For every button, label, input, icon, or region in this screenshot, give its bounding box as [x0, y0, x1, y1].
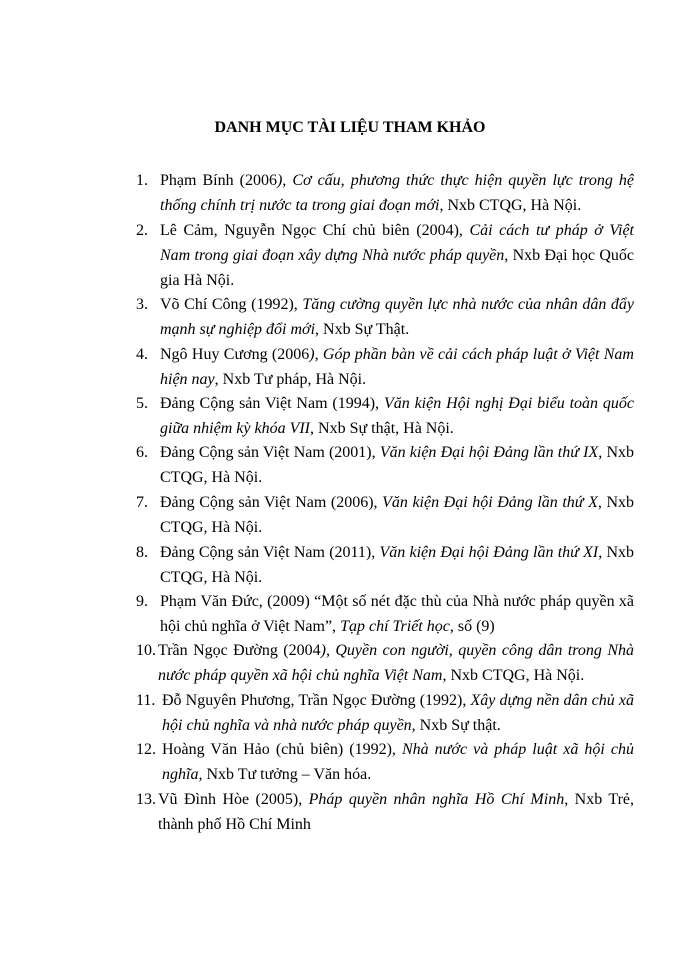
item-number: 2. [136, 222, 148, 239]
item-text: Võ Chí Công (1992), Tăng cường quyền lực nhà nước của nhân dân đẩy mạnh sự nghiệp đổi mới, Nxb Sự Thật. [160, 296, 635, 338]
item-number: 1. [136, 172, 148, 189]
item-text: Trần Ngọc Đường (2004), Quyền con người, quyền công dân trong Nhà nước pháp quyền xã hội chủ nghĩa Việt Nam, Nxb CTQG, Hà Nội. [158, 642, 635, 684]
item-number: 4. [136, 346, 148, 363]
item-number: 8. [136, 544, 148, 561]
item-text: Ngô Huy Cương (2006), Góp phần bàn về cải cách pháp luật ở Việt Nam hiện nay, Nxb Tư pháp, Hà Nội. [160, 346, 634, 388]
item-text: Vũ Đình Hòe (2005), Pháp quyền nhân nghĩa Hồ Chí Minh, Nxb Trẻ, thành phố Hồ Chí Minh [158, 791, 634, 833]
item-text: Phạm Bính (2006), Cơ cấu, phương thức thực hiện quyền lực trong hệ thống chính trị nước ta trong giai đoạn mới, Nxb CTQG, Hà Nội. [160, 172, 635, 214]
item-text: Đảng Cộng sản Việt Nam (2006), Văn kiện Đại hội Đảng lần thứ X, Nxb CTQG, Hà Nội. [160, 494, 634, 536]
item-number: 12. [136, 741, 156, 758]
item-text: Đảng Cộng sản Việt Nam (2001), Văn kiện Đại hội Đảng lần thứ IX, Nxb CTQG, Hà Nội. [160, 444, 635, 486]
item-number: 9. [136, 593, 148, 610]
page-title: DANH MỤC TÀI LIỆU THAM KHẢO [214, 119, 486, 136]
item-number: 10. [136, 642, 156, 659]
item-number: 5. [136, 395, 148, 412]
item-number: 13. [136, 791, 156, 808]
item-number: 11. [136, 692, 156, 709]
item-number: 7. [136, 494, 148, 511]
item-text: Phạm Văn Đức, (2009) “Một số nét đặc thù của Nhà nước pháp quyền xã hội chủ nghĩa ở Việt Nam”, Tạp chí Triết học, số (9) [160, 593, 634, 635]
item-number: 6. [136, 444, 148, 461]
item-text: Đảng Cộng sản Việt Nam (2011), Văn kiện Đại hội Đảng lần thứ XI, Nxb CTQG, Hà Nội. [160, 544, 634, 586]
item-text: Đảng Cộng sản Việt Nam (1994), Văn kiện Hội nghị Đại biểu toàn quốc giữa nhiệm kỳ khóa VII, Nxb Sự thật, Hà Nội. [160, 395, 634, 437]
item-text: Đỗ Nguyên Phương, Trần Ngọc Đường (1992), Xây dựng nền dân chủ xã hội chủ nghĩa và nhà nước pháp quyền, Nxb Sự thật. [162, 692, 634, 734]
item-number: 3. [136, 296, 148, 313]
item-text: Hoàng Văn Hảo (chủ biên) (1992), Nhà nước và pháp luật xã hội chủ nghĩa, Nxb Tư tưởng – Văn hóa. [162, 741, 634, 783]
item-text: Lê Cảm, Nguyễn Ngọc Chí chủ biên (2004), Cải cách tư pháp ở Việt Nam trong giai đoạn xây dựng Nhà nước pháp quyền, Nxb Đại học Quốc gia Hà Nội. [160, 222, 635, 289]
